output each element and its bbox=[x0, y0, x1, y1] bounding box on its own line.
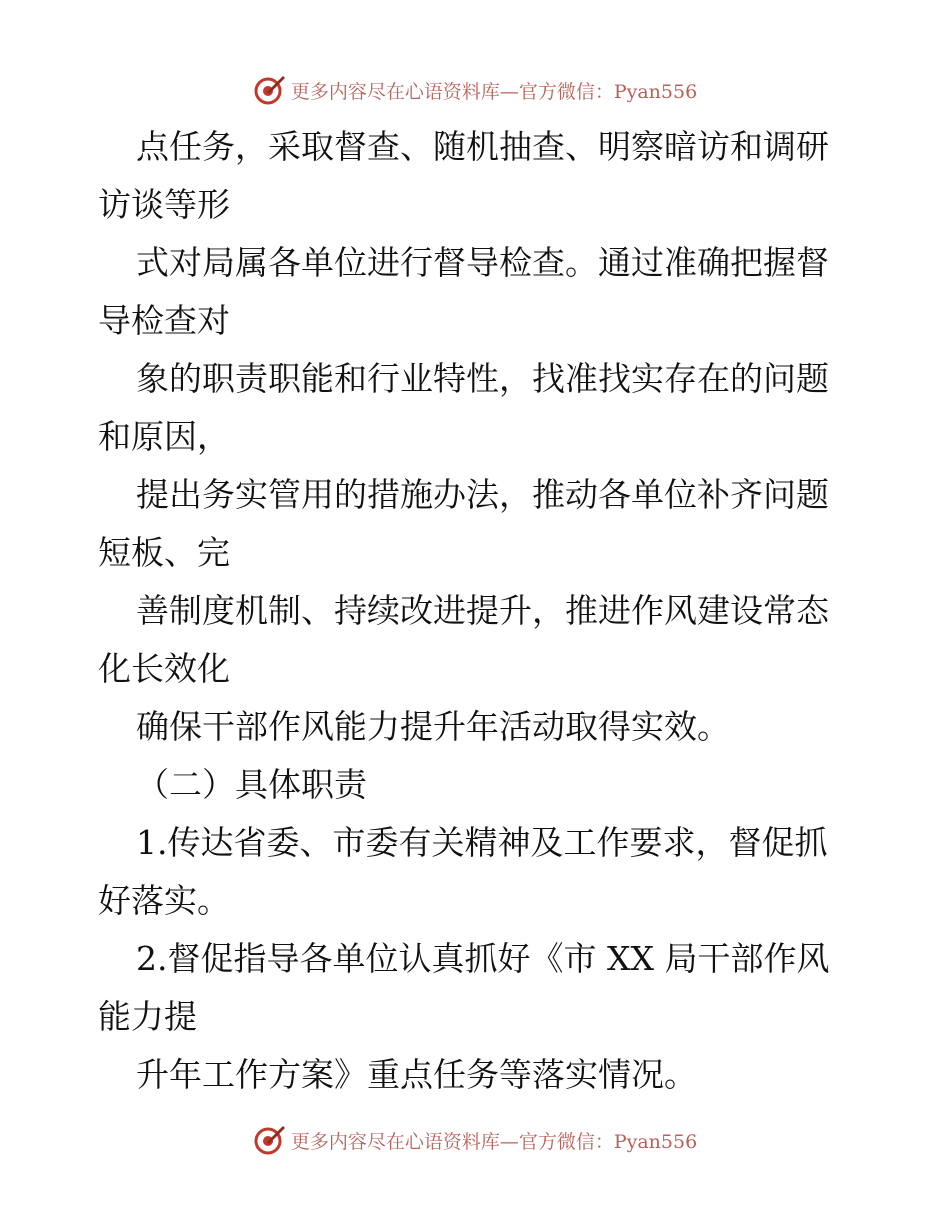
text-line: 象的职责职能和行业特性，找准找实存在的问题 bbox=[136, 359, 829, 398]
text-line: 访谈等形 bbox=[98, 185, 230, 224]
text-line: 升年工作方案》重点任务等落实情况。 bbox=[136, 1055, 697, 1094]
header-watermark bbox=[0, 70, 950, 110]
text-line: 式对局属各单位进行督导检查。通过准确把握督 bbox=[136, 243, 829, 282]
pen-logo-icon bbox=[253, 73, 287, 107]
text-line: 化长效化 bbox=[98, 649, 230, 688]
text-line: 确保干部作风能力提升年活动取得实效。 bbox=[136, 707, 730, 746]
text-line: 短板、完 bbox=[98, 533, 230, 572]
pen-logo-icon bbox=[253, 1123, 287, 1157]
text-line: 善制度机制、持续改进提升，推进作风建设常态 bbox=[136, 591, 829, 630]
text-line: 1.传达省委、市委有关精神及工作要求，督促抓 bbox=[136, 823, 828, 862]
watermark-text: 更多内容尽在心语资料库—官方微信：Pyan556 bbox=[290, 80, 698, 103]
section-heading: （二）具体职责 bbox=[136, 765, 367, 804]
text-line: 导检查对 bbox=[98, 301, 230, 340]
footer-watermark bbox=[0, 1120, 950, 1160]
text-line: 提出务实管用的措施办法，推动各单位补齐问题 bbox=[136, 475, 829, 514]
text-line: 好落实。 bbox=[98, 881, 230, 920]
text-line: 能力提 bbox=[98, 997, 197, 1036]
text-line: 点任务，采取督查、随机抽查、明察暗访和调研 bbox=[136, 127, 829, 166]
watermark-text: 更多内容尽在心语资料库—官方微信：Pyan556 bbox=[290, 1130, 698, 1153]
text-line: 2.督促指导各单位认真抓好《市 XX 局干部作风 bbox=[136, 939, 830, 978]
text-line: 和原因， bbox=[98, 417, 230, 456]
